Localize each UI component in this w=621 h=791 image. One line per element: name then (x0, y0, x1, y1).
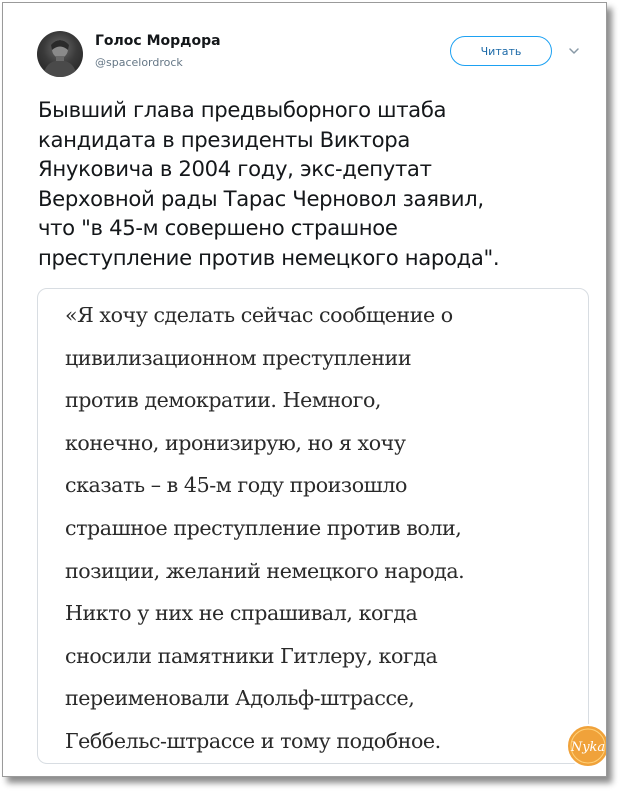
quote-text-line: страшное преступление против воли, (65, 515, 462, 540)
quote-text-line: конечно, иронизирую, но я хочу (65, 430, 406, 455)
quote-text-line: сказать – в 45-м году произошло (65, 473, 407, 498)
quote-text-line: Геббельс-штрассе и тому подобное. (65, 728, 441, 753)
tweet-text-line: Януковича в 2004 году, экс-депутат (38, 156, 432, 182)
quote-text-line: сносили памятники Гитлеру, когда (65, 643, 438, 668)
tweet-screenshot-frame (2, 2, 607, 777)
follow-button-label: Читать (480, 44, 522, 58)
watermark-text: Nyka (570, 740, 606, 755)
author-name[interactable]: Голос Мордора (95, 33, 221, 49)
tweet-text (38, 95, 598, 273)
nyka-watermark-logo (565, 723, 607, 769)
quote-text (65, 294, 464, 763)
follow-button[interactable] (450, 36, 552, 66)
chevron-down-icon[interactable] (567, 44, 581, 58)
person-icon (37, 31, 83, 77)
avatar[interactable] (37, 31, 83, 77)
quote-image-card[interactable] (37, 288, 589, 764)
tweet-text-line: Бывший глава предвыборного штаба (38, 97, 447, 122)
tweet-text-line: что "в 45-м совершено страшное (38, 215, 398, 241)
quote-text-line: цивилизационном преступлении (65, 345, 412, 370)
quote-text-line: Никто у них не спрашивал, когда (65, 601, 418, 626)
tweet-text-line: кандидата в президенты Виктора (38, 126, 411, 152)
quote-text-line: «Я хочу сделать сейчас сообщение о (65, 303, 453, 327)
quote-text-line: позиции, желаний немецкого народа. (65, 558, 465, 583)
tweet-text-line: Верховной рады Тарас Черновол заявил, (38, 185, 484, 211)
quote-text-line: переименовали Адольф-штрассе, (65, 686, 415, 711)
author-handle[interactable]: @spacelordrock (95, 56, 183, 69)
quote-text-line: против демократии. Немного, (65, 388, 381, 413)
tweet-text-line: преступление против немецкого народа". (38, 244, 500, 270)
